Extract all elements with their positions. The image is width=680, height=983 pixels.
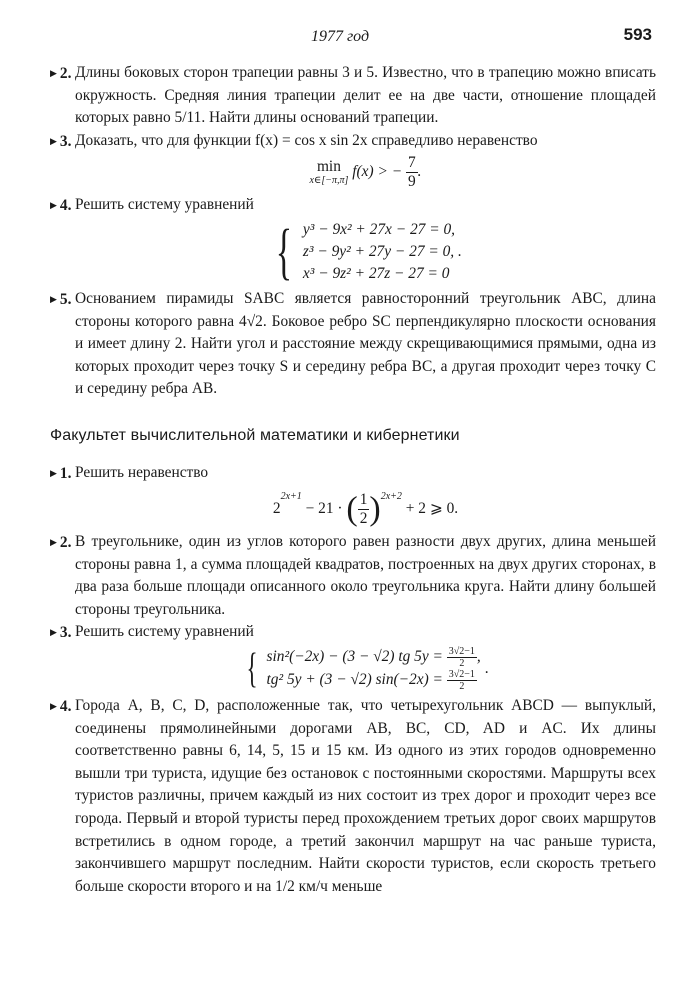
problem-marker: ▶ 3. xyxy=(50,624,72,642)
problem-bottom-3 xyxy=(50,621,656,692)
page-number: 593 xyxy=(623,25,652,44)
section-heading: Факультет вычислительной математики и кибернетики xyxy=(50,426,460,444)
problem-text: Города A, B, C, D, расположенные так, что четырехугольник ABCD — выпуклый, соединены прямолинейными дорогами AB, BC, CD, AD и AC. Их длины соответственно равны 6, 14, 5, 15 и 15 км. Из одного из этих городов одновременно вышли три туриста, идущие без остановок с постоянными скоростями. Маршруты всех туристов различны, причем каждый из них состоит из трех дорог и проходит через все города. Первый и второй туристы перед прохождением третьих дорог своих маршрутов встретились в одном городе, а третий закончил маршрут на час раньше туриста, закончившего маршрут последним. Найти скорости туристов, если скорость третьего больше скорости второго и на 1/2 км/ч меньше xyxy=(75,697,656,895)
page-content xyxy=(50,62,656,898)
triangle-right-icon: ▶ xyxy=(50,68,57,78)
equation-line: y³ − 9x² + 27x − 27 = 0, xyxy=(302,220,455,238)
equation-system xyxy=(50,219,656,285)
problem-text: Решить систему уравнений xyxy=(75,196,254,214)
triangle-right-icon: ▶ xyxy=(50,627,57,638)
equation-line: sin²(−2x) − (3 − √2) tg 5y = $\frac{3√2-1}{2}$ , xyxy=(266,646,481,670)
exponential-inequality-formula: $2^{2x+1} - 21$ · ( $\frac{1}{2}$ )$^{2x+2}$ + 2 ⩾ 0. xyxy=(272,490,459,528)
fraction: $\frac{3√2-1}{2}$ xyxy=(448,646,475,670)
triangle-right-icon: ▶ xyxy=(50,701,57,712)
triangle-right-icon: ▶ xyxy=(50,467,57,478)
problem-marker: ▶ 1. xyxy=(50,464,72,482)
fraction-seven-ninths: $\frac{7}{9}$ xyxy=(407,154,416,191)
triangle-right-icon: ▶ xyxy=(50,135,57,146)
equation-line: tg² 5y + (3 − √2) sin(−2x) = $\frac{3√2-1}{2}$ xyxy=(266,669,475,693)
problem-marker: ▶ 4. xyxy=(50,698,72,716)
fraction: $\frac{3√2-1}{2}$ xyxy=(448,669,475,693)
problem-text: Решить систему уравнений xyxy=(75,623,254,641)
min-operator: min x∈[−π,π] xyxy=(309,158,349,187)
problem-text: В треугольнике, один из углов которого равен разности двух других, длина меньшей стороны равна 1, а сумма площадей квадратов, построенных на двух других сторонах, в два раза больше площади описанного около треугольника круга. Найти длину большей стороны треугольника. xyxy=(75,533,656,618)
fraction-one-half: $\frac{1}{2}$ xyxy=(359,491,368,528)
problem-top-5 xyxy=(50,288,656,401)
problem-text: Решить неравенство xyxy=(75,463,209,481)
problem-marker: ▶ 2. xyxy=(50,534,72,552)
problem-top-2 xyxy=(50,62,656,130)
problem-bottom-2 xyxy=(50,531,656,621)
problem-bottom-1 xyxy=(50,462,656,529)
running-title: 1977 год xyxy=(310,28,370,45)
problem-marker: ▶ 4. xyxy=(50,197,72,215)
problem-text: Доказать, что для функции f(x) = cos x sin 2x справедливо неравенство xyxy=(75,131,538,149)
triangle-right-icon: ▶ xyxy=(50,293,57,304)
problem-marker: ▶ 2. xyxy=(50,65,72,82)
problem-marker: ▶ 5. xyxy=(50,290,72,308)
triangle-right-icon: ▶ xyxy=(50,200,57,211)
equation-line: z³ − 9y² + 27y − 27 = 0, . xyxy=(302,242,462,260)
problem-marker: ▶ 3. xyxy=(50,132,72,150)
problem-top-3 xyxy=(50,130,656,192)
min-inequality-formula: min x∈[−π,π] f(x) > − $\frac{7}{9}$ . xyxy=(309,154,422,191)
left-brace: { xyxy=(275,217,293,286)
page-header xyxy=(0,22,680,48)
problem-text: Длины боковых сторон трапеции равны 3 и 5. Известно, что в трапецию можно вписать окружность. Средняя линия трапеции делит ее на две части, отношение площадей которых равно 5/11. Найти длины оснований трапеции. xyxy=(75,64,656,127)
problem-bottom-4 xyxy=(50,695,656,898)
problem-top-4 xyxy=(50,194,656,285)
problem-text: Основанием пирамиды SABC является равносторонний треугольник ABC, длина стороны которого равна 4√2. Боковое ребро SC перпендикулярно плоскости основания и имеет длину 2. Найти угол и расстояние между скрещивающимися прямыми, одна из которых проходит через точку S и середину ребра BC, а другая проходит через точку C и середину ребра AB. xyxy=(75,289,656,398)
left-brace: { xyxy=(246,646,258,693)
triangle-right-icon: ▶ xyxy=(50,537,57,548)
equation-line: x³ − 9z² + 27z − 27 = 0 xyxy=(302,264,450,282)
trig-equation-system: { sin²(−2x) − (3 − √2) tg 5y = $\frac{3√2-1}{2}$ , tg² 5y + (3 − √2) sin(−2x) = $\frac{3√2-1}{2}$ . xyxy=(246,646,489,693)
